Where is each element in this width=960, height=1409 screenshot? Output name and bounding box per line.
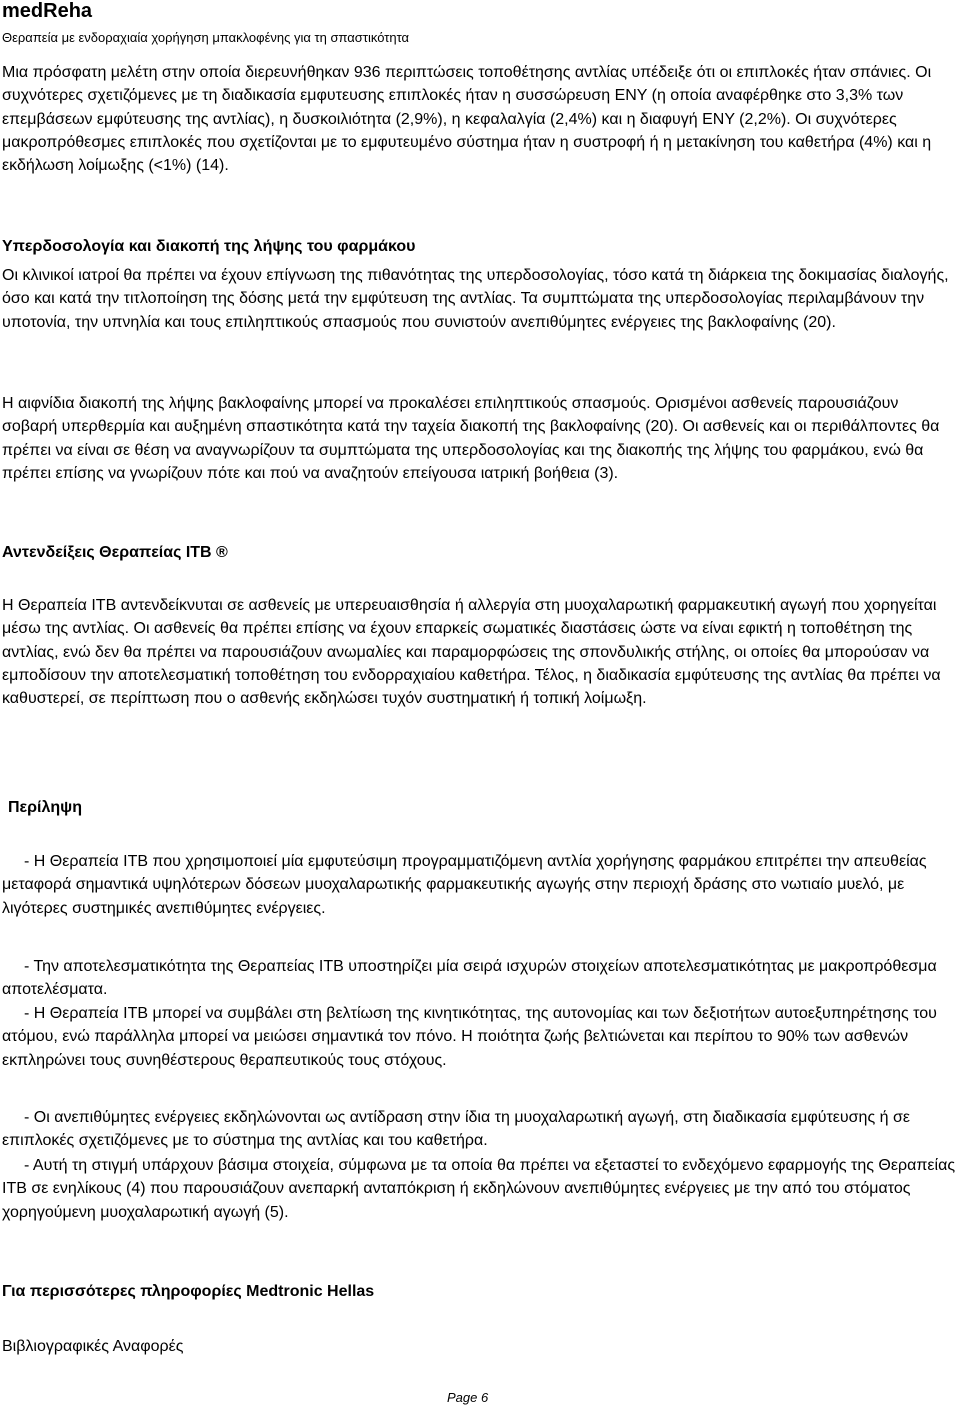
site-title: medReha: [2, 0, 93, 22]
summary-item: - Η Θεραπεία ΙΤΒ που χρησιμοποιεί μία εμφυτεύσιμη προγραμματιζόμενη αντλία χορήγησης φαρμάκου επιτρέπει την απευθείας μεταφορά σημαντικά υψηλότερων δόσεων μυοχαλαρωτικής φαρμακευτικής αγωγής στην περιοχή δράσης στο νωτιαίο μυελό, με λιγότερες συστημικές ανεπιθύμητες ενέργειες.: [2, 853, 927, 917]
summary-item: - Την αποτελεσματικότητα της Θεραπείας ΙΤΒ υποστηρίζει μία σειρά ισχυρών στοιχείων αποτελεσματικότητας με μακροπρόθεσμα αποτελέσματα.: [2, 958, 937, 999]
summary-item: - Αυτή τη στιγμή υπάρχουν βάσιμα στοιχεία, σύμφωνα με τα οποία θα πρέπει να εξεταστεί το ενδεχόμενο εφαρμογής της Θεραπείας ΙΤΒ σε ενηλίκους (4) που παρουσιάζουν ανεπαρκή ανταπόκριση ή εκδηλώνουν ανεπιθύμητες ενέργειες με την από του στόματος χορηγούμενη μυοχαλαρωτική αγωγή (5).: [2, 1157, 956, 1221]
summary-item: - Οι ανεπιθύμητες ενέργειες εκδηλώνονται ως αντίδραση στην ίδια τη μυοχαλαρωτική αγωγή, στη διαδικασία εμφύτευσης ή σε επιπλοκές σχετιζόμενες με το σύστημα της αντλίας και του καθετήρα.: [2, 1109, 910, 1150]
overdose-heading: Υπερδοσολογία και διακοπή της λήψης του φαρμάκου: [2, 238, 416, 255]
page-subtitle: Θεραπεία με ενδοραχιαία χορήγηση μπακλοφένης για τη σπαστικότητα: [2, 30, 410, 45]
summary-heading: Περίληψη: [8, 799, 82, 816]
contraindications-paragraph: Η Θεραπεία ΙΤΒ αντενδείκνυται σε ασθενείς με υπερευαισθησία ή αλλεργία στη μυοχαλαρωτική φαρμακευτική αγωγή που χορηγείται μέσω της αντλίας. Οι ασθενείς θα πρέπει επίσης να έχουν επαρκείς σωματικές διαστάσεις ώστε να είναι εφικτή η τοποθέτηση της αντλίας, ενώ δεν θα πρέπει να παρουσιάζουν ανωμαλίες και παραμορφώσεις της σπονδυλικής στήλης, οι οποίες θα μπορούσαν να εμποδίσουν την αποτελεσματική τοποθέτηση του ενδορραχιαίου καθετήρα. Τέλος, η διαδικασία εμφύτευσης της αντλίας θα πρέπει να καθυστερεί, σε περίπτωση που ο ασθενής εκδηλώσει τυχόν συστηματική ή τοπική λοίμωξη.: [2, 597, 941, 708]
references-label: Βιβλιογραφικές Αναφορές: [2, 1338, 184, 1355]
page-number: Page 6: [447, 1390, 489, 1405]
contraindications-heading: Αντενδείξεις Θεραπείας ΙΤΒ ®: [2, 544, 228, 561]
summary-item: - Η Θεραπεία ΙΤΒ μπορεί να συμβάλει στη βελτίωση της κινητικότητας, της αυτονομίας και των δεξιοτήτων αυτοεξυπηρέτησης του ατόμου, ενώ παράλληλα μπορεί να μειώσει σημαντικά τον πόνο. Η ποιότητα ζωής βελτιώνεται και περίπου το 90% των ασθενών εκπληρώνει τους συνηθέστερους θεραπευτικούς τους στόχους.: [2, 1005, 937, 1069]
more-info-heading: Για περισσότερες πληροφορίες Medtronic Hellas: [2, 1283, 375, 1300]
overdose-paragraph-2: Η αιφνίδια διακοπή της λήψης βακλοφαίνης μπορεί να προκαλέσει επιληπτικούς σπασμούς. Ορισμένοι ασθενείς παρουσιάζουν σοβαρή υπερθερμία και αυξημένη σπαστικότητα κατά την ταχεία διακοπή της βακλοφαίνης (20). Οι ασθενείς και οι περιθάλποντες θα πρέπει να είναι σε θέση να αναγνωρίζουν τα συμπτώματα της υπερδοσολογίας και της διακοπής της λήψης του φαρμάκου, ενώ θα πρέπει επίσης να γνωρίζουν πότε και πού να αναζητούν επείγουσα ιατρική βοήθεια (3).: [2, 395, 940, 482]
overdose-paragraph-1: Οι κλινικοί ιατροί θα πρέπει να έχουν επίγνωση της πιθανότητας της υπερδοσολογίας, τόσο κατά τη διάρκεια της δοκιμασίας διαλογής, όσο και κατά την τιτλοποίηση της δόσης μετά την εμφύτευση της αντλίας. Τα συμπτώματα της υπερδοσολογίας περιλαμβάνουν την υποτονία, την υπνηλία και τους επιληπτικούς σπασμούς που συνιστούν ανεπιθύμητες ενέργειες της βακλοφαίνης (20).: [2, 267, 949, 331]
intro-paragraph: Μια πρόσφατη μελέτη στην οποία διερευνήθηκαν 936 περιπτώσεις τοποθέτησης αντλίας υπέδειξε ότι οι επιπλοκές ήταν σπάνιες. Οι συχνότερες σχετιζόμενες με τη διαδικασία εμφυτευσης επιπλοκές ήταν η συσσώρευση ΕΝΥ (η οποία αναφέρθηκε στο 3,3% των επεμβάσεων εμφύτευσης της αντλίας), η δυσκοιλιότητα (2,9%), η κεφαλαλγία (2,4%) και η διαφυγή ΕΝΥ (2,2%). Οι συχνότερες μακροπρόθεσμες επιπλοκές που σχετίζονται με το εμφυτευμένο σύστημα ήταν η συστροφή ή η μετακίνηση του καθετήρα (4%) και η εκδήλωση λοίμωξης (<1%) (14).: [2, 64, 932, 175]
